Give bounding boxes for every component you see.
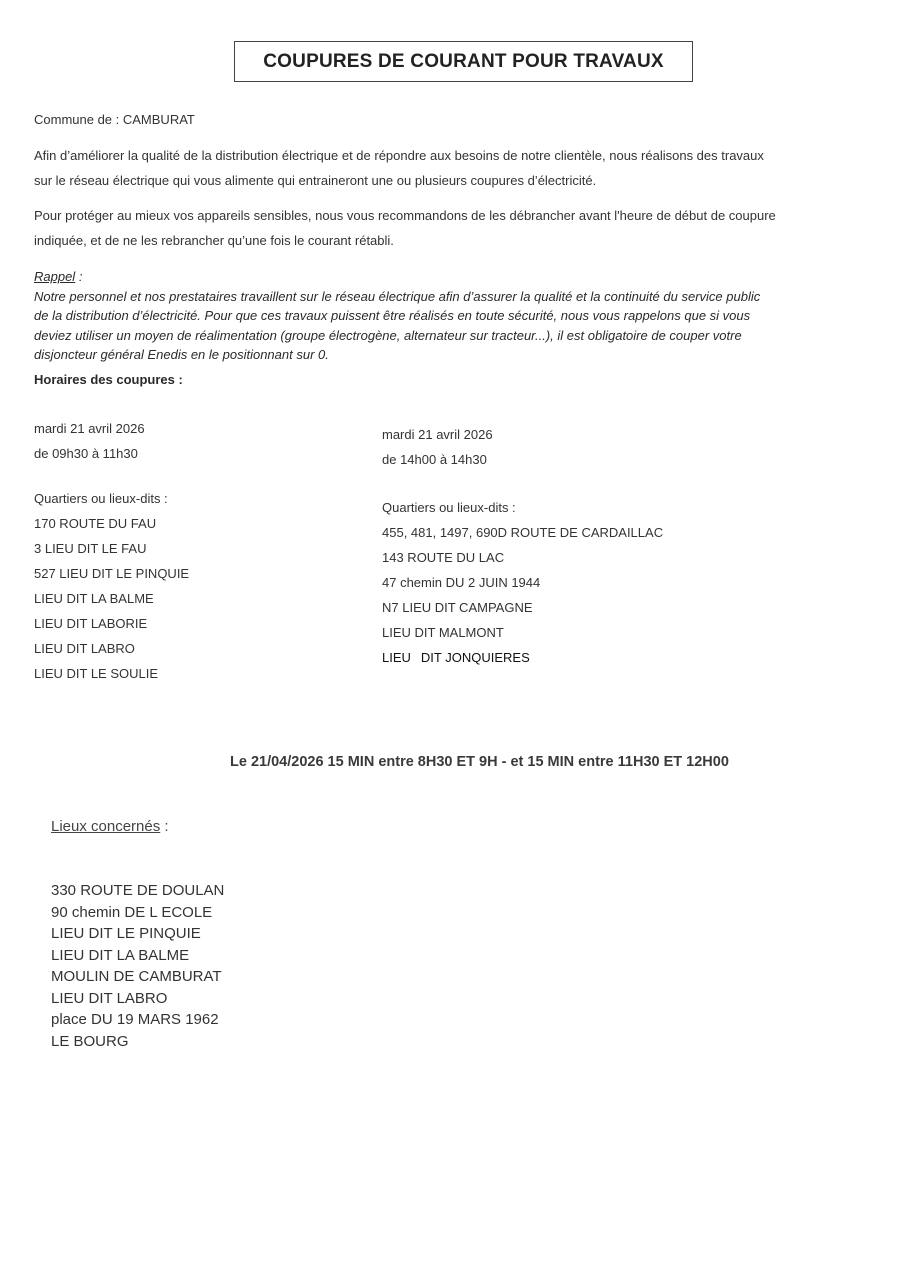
slot-date: mardi 21 avril 2026 <box>34 421 145 436</box>
intro-line-2: sur le réseau électrique qui vous alimente qui entraineront une ou plusieurs coupures d’électricité. <box>34 173 597 188</box>
place-item: LIEU DIT LABORIE <box>34 616 148 631</box>
lieux-heading <box>51 818 169 835</box>
place-item: 143 ROUTE DU LAC <box>382 550 505 565</box>
lieu-item: 330 ROUTE DE DOULAN <box>51 882 225 899</box>
place-item: 3 LIEU DIT LE FAU <box>34 541 147 556</box>
rappel-colon: : <box>75 269 83 284</box>
place-item: 455, 481, 1497, 690D ROUTE DE CARDAILLAC <box>382 525 664 540</box>
place-item: LIEU DIT LA BALME <box>34 591 154 606</box>
slot-date: mardi 21 avril 2026 <box>382 427 493 442</box>
document-title: COUPURES DE COURANT POUR TRAVAUX <box>234 41 693 82</box>
rappel-line-3: deviez utiliser un moyen de réalimentation (groupe électrogène, alternateur sur tracteur...), il est obligatoire de couper votre <box>34 327 742 343</box>
lieu-item: place DU 19 MARS 1962 <box>51 1011 219 1028</box>
places-label: Quartiers ou lieux-dits : <box>34 491 168 506</box>
horaires-heading: Horaires des coupures : <box>34 372 183 387</box>
lieu-item: LE BOURG <box>51 1032 129 1050</box>
rappel-line-4: disjoncteur général Enedis en le positionnant sur 0. <box>34 347 329 362</box>
place-item: 47 chemin DU 2 JUIN 1944 <box>382 575 541 590</box>
advice-paragraph <box>34 203 864 253</box>
place-word-1: LIEU <box>382 650 411 665</box>
place-item: LIEU DIT LE SOULIE <box>34 666 159 681</box>
place-item: LIEU DIT MALMONT <box>382 625 504 640</box>
slot-morning <box>34 416 189 686</box>
advice-line-1: Pour protéger au mieux vos appareils sensibles, nous vous recommandons de les débrancher avant l'heure de début de coupure <box>34 208 776 223</box>
rappel-label: Rappel <box>34 269 76 284</box>
advice-line-2: indiquée, et de ne les rebrancher qu’une fois le courant rétabli. <box>34 233 394 248</box>
place-item: LIEU DIT LABRO <box>34 641 135 656</box>
lieux-list <box>51 880 224 1052</box>
slot-time: de 14h00 à 14h30 <box>382 452 487 467</box>
intro-line-1: Afin d’améliorer la qualité de la distribution électrique et de répondre aux besoins de notre clientèle, nous réalisons des travaux <box>34 148 764 163</box>
short-cuts-headline: Le 21/04/2026 15 MIN entre 8H30 ET 9H - et 15 MIN entre 11H30 ET 12H00 <box>230 754 729 770</box>
places-label: Quartiers ou lieux-dits : <box>382 500 516 515</box>
place-item: 170 ROUTE DU FAU <box>34 516 157 531</box>
commune-line: Commune de : CAMBURAT <box>34 112 195 127</box>
intro-paragraph <box>34 143 864 193</box>
rappel-heading <box>34 267 874 287</box>
lieu-item: LIEU DIT LA BALME <box>51 946 190 964</box>
lieu-item: MOULIN DE CAMBURAT <box>51 968 222 985</box>
slot-time: de 09h30 à 11h30 <box>34 446 138 461</box>
lieu-item: LIEU DIT LABRO <box>51 989 168 1007</box>
place-item: N7 LIEU DIT CAMPAGNE <box>382 600 533 615</box>
lieux-colon: : <box>160 818 169 835</box>
lieux-label: Lieux concernés <box>51 818 161 835</box>
slot-afternoon <box>382 422 663 670</box>
lieu-item: LIEU DIT LE PINQUIE <box>51 925 201 942</box>
place-item: 527 LIEU DIT LE PINQUIE <box>34 566 190 581</box>
rappel-block <box>34 267 874 365</box>
place-word-2: DIT JONQUIERES <box>420 650 530 665</box>
rappel-line-2: de la distribution d’électricité. Pour que ces travaux puissent être réalisés en toute sécurité, nous vous rappelons que si vous <box>34 308 751 323</box>
lieu-item: 90 chemin DE L ECOLE <box>51 903 213 921</box>
rappel-line-1: Notre personnel et nos prestataires travaillent sur le réseau électrique afin d’assurer la qualité et la continuité du service public <box>34 288 761 304</box>
place-item-last <box>382 645 663 670</box>
